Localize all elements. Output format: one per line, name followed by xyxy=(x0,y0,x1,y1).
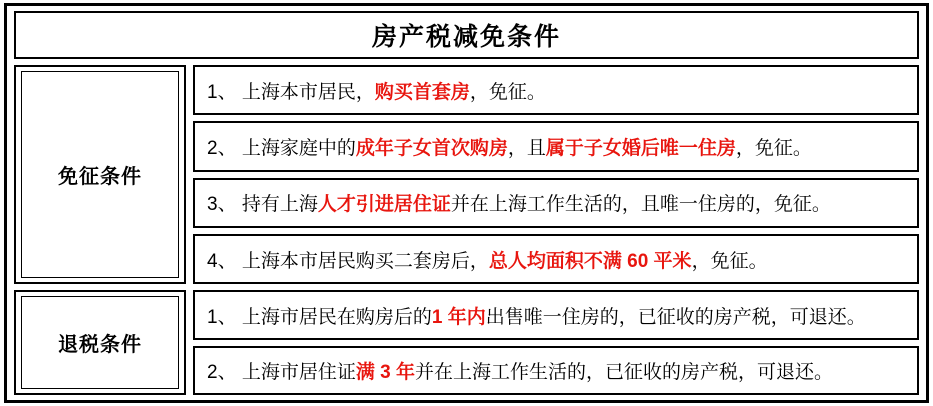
condition-row-2 xyxy=(193,121,919,171)
text-segment: 出售唯一住房的，已征收的房产税，可退还。 xyxy=(485,306,866,328)
rows-refund xyxy=(193,290,919,395)
label-cell-refund xyxy=(14,290,186,395)
condition-row-1 xyxy=(193,290,919,339)
condition-row-4 xyxy=(193,234,919,284)
highlighted-text-segment: 人才引进居住证 xyxy=(317,194,451,216)
text-segment: ，且 xyxy=(507,138,546,160)
text-segment: 并在上海工作生活的，且唯一住房的，免征。 xyxy=(450,194,831,216)
text-segment: ，免征。 xyxy=(735,138,812,160)
highlighted-text-segment: 成年子女首次购房 xyxy=(355,138,508,160)
condition-row-1 xyxy=(193,65,919,115)
text-segment: ，免征。 xyxy=(691,250,768,272)
label-cell-exemption xyxy=(14,65,186,284)
condition-row-3 xyxy=(193,178,919,228)
table-frame xyxy=(4,3,929,403)
section-refund xyxy=(14,290,919,395)
text-segment: 2、 上海市居住证 xyxy=(207,361,356,383)
text-segment: 3、 持有上海 xyxy=(207,194,318,216)
highlighted-text-segment: 总人均面积不满 60 平米 xyxy=(488,250,692,272)
section-label-exemption: 免征条件 xyxy=(21,71,179,278)
condition-row-2 xyxy=(193,346,919,395)
rows-exemption xyxy=(193,65,919,284)
section-exemption xyxy=(14,65,919,284)
highlighted-text-segment: 属于子女婚后唯一住房 xyxy=(545,138,736,160)
text-segment: 2、 上海家庭中的 xyxy=(207,138,356,160)
highlighted-text-segment: 购买首套房 xyxy=(374,81,470,103)
text-segment: ，免征。 xyxy=(469,81,546,103)
table-title: 房产税减免条件 xyxy=(14,11,919,59)
highlighted-text-segment: 1 年内 xyxy=(431,306,486,328)
text-segment: 并在上海工作生活的，已征收的房产税，可退还。 xyxy=(414,361,833,383)
text-segment: 4、 上海本市居民购买二套房后， xyxy=(207,250,489,272)
text-segment: 1、 上海市居民在购房后的 xyxy=(207,306,432,328)
highlighted-text-segment: 满 3 年 xyxy=(355,361,415,383)
text-segment: 1、 上海本市居民， xyxy=(207,81,375,103)
section-label-refund: 退税条件 xyxy=(21,296,179,389)
